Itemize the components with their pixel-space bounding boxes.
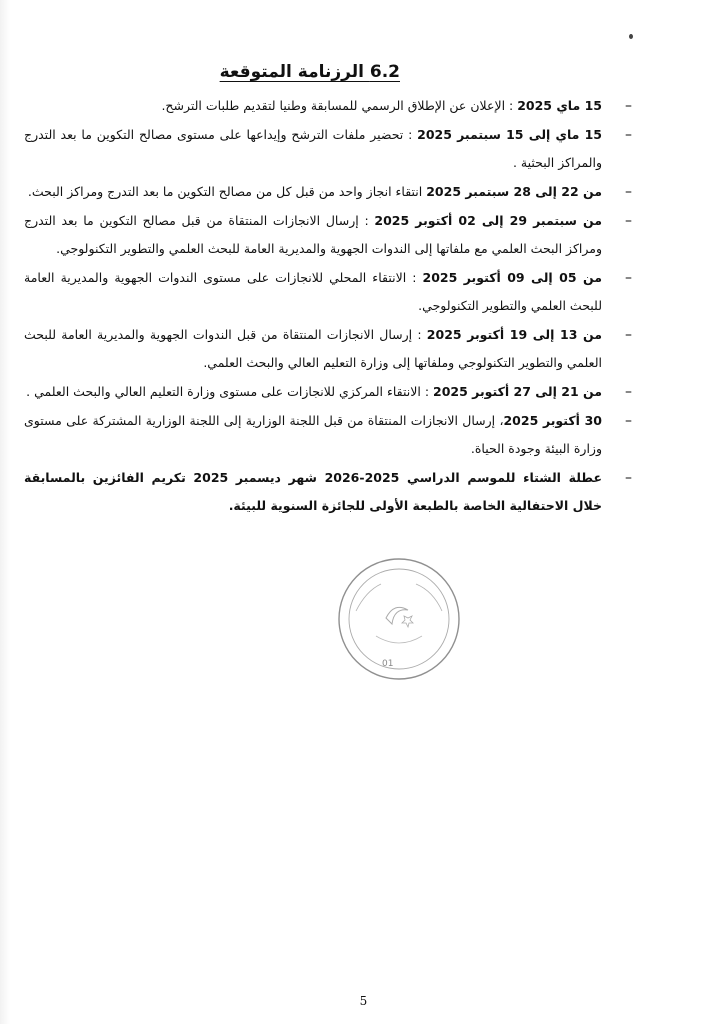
item-date: من 13 إلى 19 أكتوبر 2025: [426, 327, 602, 342]
item-date: 15 ماي 2025: [517, 98, 602, 113]
official-seal-stamp: [336, 556, 462, 682]
item-date: من 22 إلى 28 سبتمبر 2025: [426, 184, 602, 199]
item-date: عطلة الشتاء للموسم الدراسي 2025-2026 شهر ديسمبر 2025 تكريم الفائزين بالمسابقة خلال الاحتفالية الخاصة بالطبعة الأولى للجائزة السنوية للبيئة.: [24, 470, 603, 513]
item-date: 30 أكتوبر 2025: [503, 413, 602, 428]
calendar-item: [24, 464, 632, 520]
calendar-item: [24, 407, 632, 463]
item-text: : الانتقاء المركزي للانجازات على مستوى وزارة التعليم العالي والبحث العلمي .: [26, 384, 434, 399]
item-date: من سبتمبر 29 إلى 02 أكتوبر 2025: [374, 213, 602, 228]
calendar-item: [24, 207, 632, 263]
scan-edge: [0, 0, 10, 1024]
calendar-item: [24, 321, 632, 377]
item-text: انتقاء انجاز واحد من قبل كل من مصالح التكوين ما بعد التدرج ومراكز البحث.: [27, 184, 427, 199]
item-bullet: –: [625, 413, 632, 429]
item-bullet: –: [625, 213, 632, 229]
item-bullet: –: [625, 98, 632, 114]
calendar-item: [24, 121, 632, 177]
item-text: : الانتقاء المحلي للانجازات على مستوى الندوات الجهوية والمديرية العامة للبحث العلمي والتطوير التكنولوجي.: [24, 270, 602, 313]
item-bullet: –: [625, 127, 632, 143]
item-date: من 05 إلى 09 أكتوبر 2025: [422, 270, 602, 285]
section-title: 6.2 الرزنامة المتوقعة: [219, 62, 400, 82]
calendar-list: [24, 92, 632, 521]
item-text: : إرسال الانجازات المنتقاة من قبل مصالح التكوين ما بعد التدرج ومراكز البحث العلمي مع ملفاتها إلى الندوات الجهوية والمديرية العامة للبحث العلمي والتطوير التكنولوجي.: [24, 213, 602, 256]
calendar-item: [24, 264, 632, 320]
item-text: : الإعلان عن الإطلاق الرسمي للمسابقة وطنيا لتقديم طلبات الترشح.: [161, 98, 518, 113]
item-bullet: –: [625, 184, 632, 200]
item-bullet: –: [625, 384, 632, 400]
item-bullet: –: [625, 470, 632, 486]
scan-speck: [629, 34, 633, 39]
item-bullet: –: [625, 270, 632, 286]
item-text: : تحضير ملفات الترشح وإيداعها على مستوى مصالح التكوين ما بعد التدرج والمراكز البحثية .: [24, 127, 602, 170]
item-date: 15 ماي إلى 15 سبتمبر 2025: [417, 127, 603, 142]
item-bullet: –: [625, 327, 632, 343]
item-text: : إرسال الانجازات المنتقاة من قبل الندوات الجهوية والمديرية العامة للبحث العلمي والتطوير التكنولوجي وملفاتها إلى وزارة التعليم العالي والبحث العلمي.: [24, 327, 602, 370]
item-date: من 21 إلى 27 أكتوبر 2025: [433, 384, 602, 399]
page-number: 5: [359, 994, 368, 1008]
calendar-item: [24, 378, 632, 406]
calendar-item: [24, 178, 632, 206]
item-text: ، إرسال الانجازات المنتقاة من قبل اللجنة الوزارية إلى اللجنة الوزارية المشتركة على مستوى وزارة البيئة وجودة الحياة.: [24, 413, 602, 456]
calendar-item: [24, 92, 632, 120]
stamp-number: 01: [382, 659, 394, 669]
